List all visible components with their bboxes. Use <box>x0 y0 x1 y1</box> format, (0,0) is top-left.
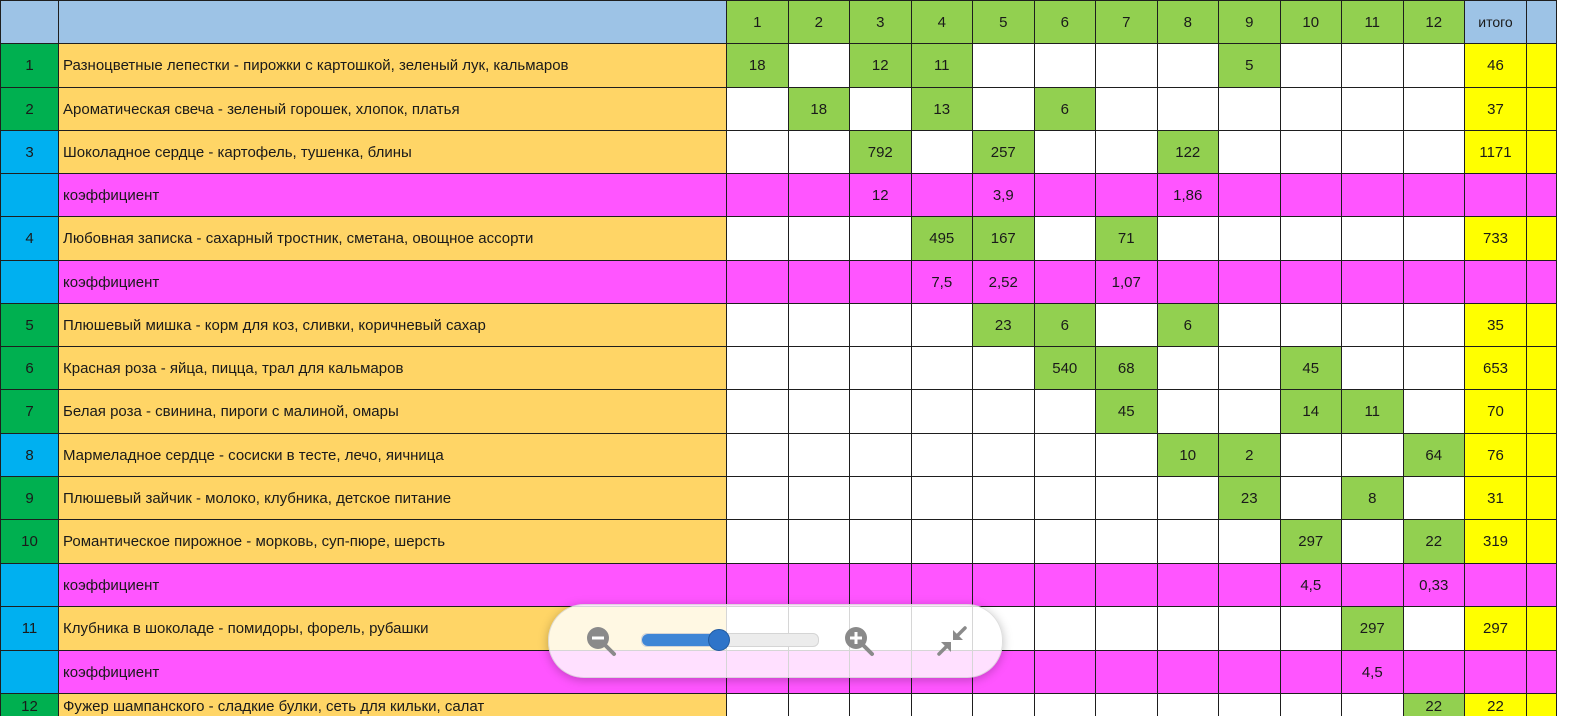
value-cell[interactable] <box>973 564 1035 607</box>
value-cell[interactable] <box>973 477 1035 520</box>
value-cell[interactable] <box>1342 694 1404 716</box>
value-cell[interactable]: 45 <box>1280 347 1342 390</box>
value-cell[interactable] <box>788 304 850 347</box>
value-cell[interactable] <box>1096 174 1158 217</box>
value-cell[interactable] <box>1219 651 1281 694</box>
column-header[interactable]: 2 <box>788 1 850 44</box>
total-cell[interactable]: 22 <box>1465 694 1527 716</box>
value-cell[interactable] <box>850 564 912 607</box>
value-cell[interactable] <box>850 261 912 304</box>
edge-cell[interactable] <box>1527 607 1557 651</box>
column-header[interactable]: 9 <box>1219 1 1281 44</box>
value-cell[interactable] <box>1403 88 1465 131</box>
value-cell[interactable] <box>1219 131 1281 174</box>
value-cell[interactable] <box>788 390 850 434</box>
value-cell[interactable]: 122 <box>1157 131 1219 174</box>
value-cell[interactable] <box>1219 564 1281 607</box>
value-cell[interactable] <box>911 477 973 520</box>
item-label[interactable]: Мармеладное сердце - сосиски в тесте, лечо, яичница <box>59 434 727 477</box>
value-cell[interactable] <box>1034 477 1096 520</box>
value-cell[interactable] <box>850 217 912 261</box>
value-cell[interactable]: 18 <box>727 44 789 88</box>
value-cell[interactable] <box>788 347 850 390</box>
value-cell[interactable] <box>727 520 789 564</box>
edge-cell[interactable] <box>1527 304 1557 347</box>
value-cell[interactable]: 14 <box>1280 390 1342 434</box>
row-number[interactable]: 10 <box>1 520 59 564</box>
value-cell[interactable] <box>1342 217 1404 261</box>
column-header[interactable]: 5 <box>973 1 1035 44</box>
row-number[interactable]: 11 <box>1 607 59 651</box>
value-cell[interactable]: 1,07 <box>1096 261 1158 304</box>
row-number[interactable]: 9 <box>1 477 59 520</box>
value-cell[interactable]: 5 <box>1219 44 1281 88</box>
value-cell[interactable] <box>1034 694 1096 716</box>
item-label[interactable]: Любовная записка - сахарный тростник, сметана, овощное ассорти <box>59 217 727 261</box>
corner-cell[interactable] <box>1 1 59 44</box>
value-cell[interactable] <box>973 434 1035 477</box>
value-cell[interactable] <box>1219 607 1281 651</box>
value-cell[interactable] <box>1034 44 1096 88</box>
value-cell[interactable]: 68 <box>1096 347 1158 390</box>
item-label[interactable]: коэффициент <box>59 651 727 694</box>
table-row <box>1 347 1557 390</box>
value-cell[interactable] <box>850 477 912 520</box>
value-cell[interactable] <box>1034 520 1096 564</box>
row-number[interactable] <box>1 174 59 217</box>
value-cell[interactable]: 297 <box>1280 520 1342 564</box>
value-cell[interactable] <box>1034 434 1096 477</box>
total-cell[interactable]: 1171 <box>1465 131 1527 174</box>
value-cell[interactable] <box>973 390 1035 434</box>
value-cell[interactable] <box>911 347 973 390</box>
row-number[interactable] <box>1 564 59 607</box>
item-label[interactable]: коэффициент <box>59 564 727 607</box>
value-cell[interactable] <box>788 694 850 716</box>
value-cell[interactable]: 13 <box>911 88 973 131</box>
value-cell[interactable]: 64 <box>1403 434 1465 477</box>
table-row <box>1 217 1557 261</box>
fit-to-page-button[interactable] <box>934 623 970 659</box>
value-cell[interactable] <box>1280 261 1342 304</box>
table-row <box>1 390 1557 434</box>
value-cell[interactable] <box>1280 131 1342 174</box>
value-cell[interactable] <box>727 347 789 390</box>
value-cell[interactable] <box>1219 520 1281 564</box>
value-cell[interactable] <box>850 304 912 347</box>
value-cell[interactable] <box>911 694 973 716</box>
value-cell[interactable] <box>1342 434 1404 477</box>
value-cell[interactable] <box>1157 651 1219 694</box>
value-cell[interactable] <box>788 520 850 564</box>
total-cell[interactable]: 653 <box>1465 347 1527 390</box>
row-number[interactable] <box>1 261 59 304</box>
value-cell[interactable] <box>973 347 1035 390</box>
value-cell[interactable]: 23 <box>1219 477 1281 520</box>
column-header[interactable]: 12 <box>1403 1 1465 44</box>
value-cell[interactable]: 792 <box>850 131 912 174</box>
value-cell[interactable]: 7,5 <box>911 261 973 304</box>
value-cell[interactable] <box>1096 131 1158 174</box>
value-cell[interactable] <box>1096 607 1158 651</box>
value-cell[interactable] <box>727 434 789 477</box>
value-cell[interactable] <box>1034 607 1096 651</box>
total-cell[interactable]: 37 <box>1465 88 1527 131</box>
column-header[interactable]: 8 <box>1157 1 1219 44</box>
value-cell[interactable]: 11 <box>911 44 973 88</box>
value-cell[interactable] <box>1403 477 1465 520</box>
value-cell[interactable] <box>1403 607 1465 651</box>
value-cell[interactable] <box>911 520 973 564</box>
value-cell[interactable] <box>911 174 973 217</box>
value-cell[interactable]: 2,52 <box>973 261 1035 304</box>
row-number[interactable]: 6 <box>1 347 59 390</box>
value-cell[interactable]: 167 <box>973 217 1035 261</box>
value-cell[interactable] <box>1403 304 1465 347</box>
value-cell[interactable] <box>1342 261 1404 304</box>
table-row <box>1 88 1557 131</box>
value-cell[interactable] <box>1157 261 1219 304</box>
coefficient-row <box>1 564 1557 607</box>
total-cell[interactable] <box>1465 564 1527 607</box>
value-cell[interactable] <box>727 261 789 304</box>
value-cell[interactable] <box>911 564 973 607</box>
value-cell[interactable] <box>973 520 1035 564</box>
item-label[interactable]: Плюшевый мишка - корм для коз, сливки, коричневый сахар <box>59 304 727 347</box>
value-cell[interactable] <box>1342 347 1404 390</box>
value-cell[interactable] <box>1096 520 1158 564</box>
value-cell[interactable] <box>1280 477 1342 520</box>
row-number[interactable]: 2 <box>1 88 59 131</box>
value-cell[interactable] <box>1157 88 1219 131</box>
table-row <box>1 694 1557 716</box>
table-row <box>1 434 1557 477</box>
collapse-arrows-icon <box>934 623 970 659</box>
value-cell[interactable] <box>788 477 850 520</box>
value-cell[interactable] <box>1280 88 1342 131</box>
column-header[interactable]: 6 <box>1034 1 1096 44</box>
total-cell[interactable]: 319 <box>1465 520 1527 564</box>
value-cell[interactable] <box>788 434 850 477</box>
value-cell[interactable] <box>788 44 850 88</box>
edge-cell[interactable] <box>1527 217 1557 261</box>
total-cell[interactable]: 31 <box>1465 477 1527 520</box>
value-cell[interactable] <box>1034 217 1096 261</box>
value-cell[interactable] <box>1342 304 1404 347</box>
value-cell[interactable] <box>911 434 973 477</box>
edge-cell[interactable] <box>1527 651 1557 694</box>
total-cell[interactable] <box>1465 651 1527 694</box>
value-cell[interactable] <box>1096 304 1158 347</box>
value-cell[interactable] <box>1034 651 1096 694</box>
value-cell[interactable] <box>1219 217 1281 261</box>
value-cell[interactable] <box>1219 347 1281 390</box>
value-cell[interactable] <box>1034 390 1096 434</box>
value-cell[interactable] <box>1280 434 1342 477</box>
value-cell[interactable] <box>727 390 789 434</box>
value-cell[interactable] <box>1034 261 1096 304</box>
header-row <box>1 1 1557 44</box>
value-cell[interactable] <box>1342 174 1404 217</box>
value-cell[interactable] <box>850 390 912 434</box>
value-cell[interactable] <box>1280 304 1342 347</box>
total-cell[interactable]: 35 <box>1465 304 1527 347</box>
value-cell[interactable]: 71 <box>1096 217 1158 261</box>
edge-cell[interactable] <box>1527 88 1557 131</box>
value-cell[interactable] <box>1096 564 1158 607</box>
value-cell[interactable] <box>1157 217 1219 261</box>
value-cell[interactable]: 23 <box>973 304 1035 347</box>
zoom-in-button[interactable] <box>841 623 877 659</box>
value-cell[interactable]: 540 <box>1034 347 1096 390</box>
value-cell[interactable] <box>850 347 912 390</box>
item-label[interactable]: Фужер шампанского - сладкие булки, сеть для кильки, салат <box>59 694 727 716</box>
value-cell[interactable]: 22 <box>1403 520 1465 564</box>
value-cell[interactable]: 10 <box>1157 434 1219 477</box>
column-header[interactable]: 1 <box>727 1 789 44</box>
edge-cell[interactable] <box>1527 347 1557 390</box>
value-cell[interactable] <box>911 390 973 434</box>
value-cell[interactable] <box>911 304 973 347</box>
value-cell[interactable] <box>1219 261 1281 304</box>
value-cell[interactable] <box>727 88 789 131</box>
edge-cell[interactable] <box>1527 174 1557 217</box>
value-cell[interactable] <box>1342 520 1404 564</box>
value-cell[interactable] <box>850 434 912 477</box>
header-label-cell[interactable] <box>59 1 727 44</box>
value-cell[interactable] <box>1157 347 1219 390</box>
value-cell[interactable] <box>1403 174 1465 217</box>
value-cell[interactable] <box>1157 564 1219 607</box>
value-cell[interactable]: 1,86 <box>1157 174 1219 217</box>
value-cell[interactable]: 18 <box>788 88 850 131</box>
total-cell[interactable]: 76 <box>1465 434 1527 477</box>
row-number[interactable]: 8 <box>1 434 59 477</box>
zoom-out-icon <box>583 623 619 659</box>
value-cell[interactable] <box>973 694 1035 716</box>
value-cell[interactable] <box>1280 651 1342 694</box>
item-label[interactable]: Разноцветные лепестки - пирожки с картошкой, зеленый лук, кальмаров <box>59 44 727 88</box>
value-cell[interactable] <box>1342 44 1404 88</box>
item-label[interactable]: коэффициент <box>59 261 727 304</box>
edge-cell[interactable] <box>1527 477 1557 520</box>
value-cell[interactable] <box>1280 607 1342 651</box>
row-number[interactable] <box>1 651 59 694</box>
value-cell[interactable] <box>1157 44 1219 88</box>
item-label[interactable]: коэффициент <box>59 174 727 217</box>
table-row <box>1 304 1557 347</box>
value-cell[interactable] <box>788 174 850 217</box>
value-cell[interactable] <box>788 217 850 261</box>
value-cell[interactable]: 6 <box>1157 304 1219 347</box>
zoom-in-icon <box>841 623 877 659</box>
value-cell[interactable] <box>1157 694 1219 716</box>
value-cell[interactable] <box>788 261 850 304</box>
zoom-slider-thumb[interactable] <box>708 629 730 651</box>
table-row <box>1 520 1557 564</box>
value-cell[interactable] <box>1403 44 1465 88</box>
edge-cell[interactable] <box>1527 44 1557 88</box>
value-cell[interactable] <box>1403 390 1465 434</box>
edge-cell[interactable] <box>1527 131 1557 174</box>
value-cell[interactable] <box>727 131 789 174</box>
value-cell[interactable] <box>1034 131 1096 174</box>
value-cell[interactable]: 11 <box>1342 390 1404 434</box>
value-cell[interactable]: 22 <box>1403 694 1465 716</box>
value-cell[interactable] <box>1219 694 1281 716</box>
value-cell[interactable] <box>727 694 789 716</box>
edge-cell[interactable] <box>1527 694 1557 716</box>
item-label[interactable]: Ароматическая свеча - зеленый горошек, хлопок, платья <box>59 88 727 131</box>
column-header[interactable]: 11 <box>1342 1 1404 44</box>
column-header[interactable]: 4 <box>911 1 973 44</box>
value-cell[interactable] <box>1096 477 1158 520</box>
value-cell[interactable] <box>727 564 789 607</box>
item-label[interactable]: Красная роза - яйца, пицца, трал для кальмаров <box>59 347 727 390</box>
value-cell[interactable] <box>1403 217 1465 261</box>
value-cell[interactable] <box>973 88 1035 131</box>
value-cell[interactable] <box>1096 694 1158 716</box>
value-cell[interactable] <box>727 217 789 261</box>
row-number[interactable]: 3 <box>1 131 59 174</box>
zoom-out-button[interactable] <box>583 623 619 659</box>
value-cell[interactable] <box>788 131 850 174</box>
total-cell[interactable]: 733 <box>1465 217 1527 261</box>
value-cell[interactable] <box>1219 88 1281 131</box>
edge-cell[interactable] <box>1527 520 1557 564</box>
item-label[interactable]: Белая роза - свинина, пироги с малиной, омары <box>59 390 727 434</box>
value-cell[interactable] <box>1280 44 1342 88</box>
value-cell[interactable]: 45 <box>1096 390 1158 434</box>
value-cell[interactable] <box>1157 390 1219 434</box>
table-row <box>1 44 1557 88</box>
value-cell[interactable]: 4,5 <box>1342 651 1404 694</box>
row-number[interactable]: 7 <box>1 390 59 434</box>
value-cell[interactable] <box>1403 131 1465 174</box>
value-cell[interactable] <box>850 520 912 564</box>
value-cell[interactable] <box>1403 347 1465 390</box>
value-cell[interactable]: 12 <box>850 174 912 217</box>
row-number[interactable]: 12 <box>1 694 59 716</box>
value-cell[interactable] <box>727 174 789 217</box>
value-cell[interactable]: 297 <box>1342 607 1404 651</box>
edge-cell[interactable] <box>1527 261 1557 304</box>
item-label[interactable]: Шоколадное сердце - картофель, тушенка, блины <box>59 131 727 174</box>
value-cell[interactable] <box>850 88 912 131</box>
value-cell[interactable] <box>1280 174 1342 217</box>
row-number[interactable]: 1 <box>1 44 59 88</box>
value-cell[interactable]: 8 <box>1342 477 1404 520</box>
zoom-slider[interactable] <box>641 633 819 647</box>
value-cell[interactable] <box>1034 174 1096 217</box>
row-number[interactable]: 5 <box>1 304 59 347</box>
value-cell[interactable] <box>1096 44 1158 88</box>
value-cell[interactable] <box>1157 607 1219 651</box>
column-header[interactable]: 3 <box>850 1 912 44</box>
value-cell[interactable] <box>788 564 850 607</box>
coefficient-row <box>1 174 1557 217</box>
value-cell[interactable] <box>727 304 789 347</box>
total-cell[interactable] <box>1465 174 1527 217</box>
value-cell[interactable] <box>727 477 789 520</box>
item-label[interactable]: Плюшевый зайчик - молоко, клубника, детское питание <box>59 477 727 520</box>
value-cell[interactable] <box>850 694 912 716</box>
value-cell[interactable] <box>973 44 1035 88</box>
value-cell[interactable]: 257 <box>973 131 1035 174</box>
edge-cell[interactable] <box>1527 1 1557 44</box>
value-cell[interactable]: 0,33 <box>1403 564 1465 607</box>
value-cell[interactable] <box>1219 174 1281 217</box>
edge-cell[interactable] <box>1527 434 1557 477</box>
coefficient-row <box>1 261 1557 304</box>
column-header[interactable]: 7 <box>1096 1 1158 44</box>
edge-cell[interactable] <box>1527 390 1557 434</box>
item-label[interactable]: Клубника в шоколаде - помидоры, форель, рубашки <box>59 607 727 651</box>
value-cell[interactable] <box>1096 88 1158 131</box>
value-cell[interactable] <box>1342 564 1404 607</box>
total-cell[interactable]: 297 <box>1465 607 1527 651</box>
item-label[interactable]: Романтическое пирожное - морковь, суп-пюре, шерсть <box>59 520 727 564</box>
table-row <box>1 477 1557 520</box>
total-cell[interactable] <box>1465 261 1527 304</box>
value-cell[interactable]: 6 <box>1034 304 1096 347</box>
zoom-slider-fill <box>642 634 718 646</box>
value-cell[interactable] <box>1219 390 1281 434</box>
value-cell[interactable] <box>1342 88 1404 131</box>
value-cell[interactable]: 12 <box>850 44 912 88</box>
value-cell[interactable]: 3,9 <box>973 174 1035 217</box>
table-row <box>1 131 1557 174</box>
value-cell[interactable] <box>1096 651 1158 694</box>
value-cell[interactable] <box>1219 304 1281 347</box>
value-cell[interactable] <box>911 131 973 174</box>
value-cell[interactable] <box>1280 217 1342 261</box>
value-cell[interactable]: 495 <box>911 217 973 261</box>
value-cell[interactable] <box>1034 564 1096 607</box>
value-cell[interactable] <box>1403 261 1465 304</box>
total-cell[interactable]: 70 <box>1465 390 1527 434</box>
total-cell[interactable]: 46 <box>1465 44 1527 88</box>
value-cell[interactable] <box>1157 520 1219 564</box>
value-cell[interactable]: 4,5 <box>1280 564 1342 607</box>
value-cell[interactable] <box>1342 131 1404 174</box>
column-header[interactable]: 10 <box>1280 1 1342 44</box>
edge-cell[interactable] <box>1527 564 1557 607</box>
value-cell[interactable] <box>1096 434 1158 477</box>
row-number[interactable]: 4 <box>1 217 59 261</box>
total-header[interactable]: итого <box>1465 1 1527 44</box>
value-cell[interactable] <box>1403 651 1465 694</box>
value-cell[interactable] <box>1157 477 1219 520</box>
value-cell[interactable]: 2 <box>1219 434 1281 477</box>
value-cell[interactable] <box>1280 694 1342 716</box>
zoom-toolbar <box>548 604 1003 678</box>
value-cell[interactable]: 6 <box>1034 88 1096 131</box>
